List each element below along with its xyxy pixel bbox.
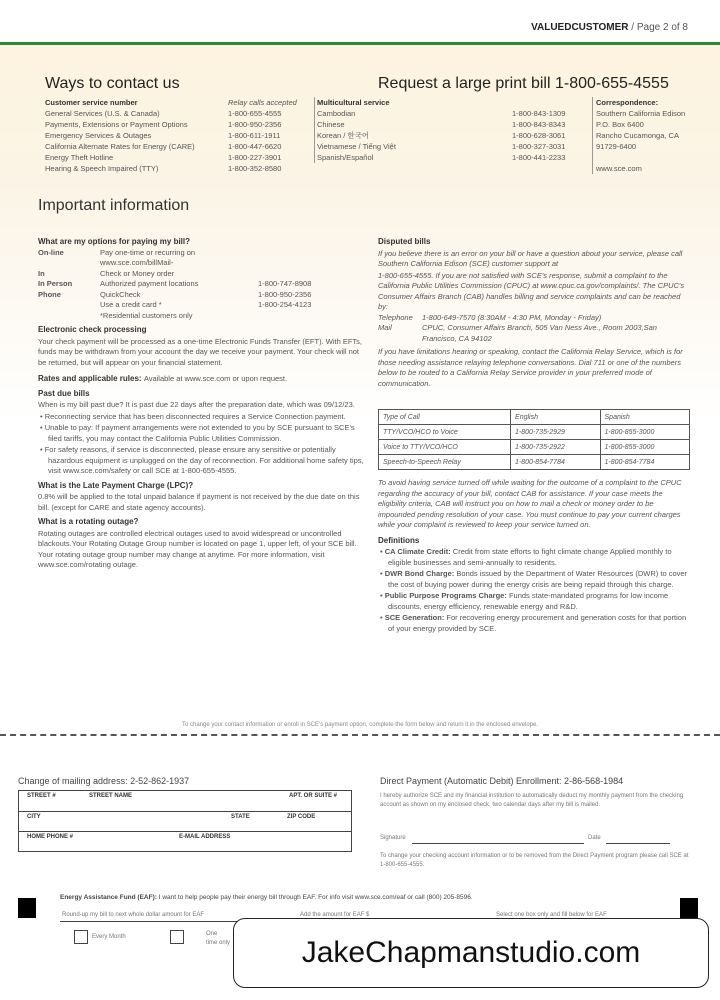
date-label: Date: [588, 835, 601, 841]
contact-title: Ways to contact us: [45, 75, 180, 92]
correspondence-line: Southern California Edison: [596, 109, 686, 118]
pay-desc: Pay one-time or recurring on www.sce.com/billMail-: [100, 247, 196, 267]
mail-row: [378, 323, 690, 344]
eaf-line: [60, 893, 680, 902]
pastdue-text: When is my bill past due? It is past due 22 days after the preparation date, which was 09/12/23.: [38, 400, 355, 409]
call-table-cell: English: [511, 410, 600, 425]
service-item: Emergency Services & Outages: [45, 131, 152, 140]
website-link[interactable]: www.sce.com: [596, 164, 642, 173]
right-column-bottom: [378, 477, 690, 634]
correspondence-line: Rancho Cucamonga, CA: [596, 131, 679, 140]
definition-text: For recovering energy procurement and generation costs for that portion of your energy provided by SCE.: [388, 613, 687, 633]
scan-mark-right: [680, 898, 698, 918]
rates-question: Rates and applicable rules:: [38, 374, 142, 383]
pay-method: On-line: [38, 247, 64, 257]
every-month-label: Every Month: [92, 934, 126, 940]
large-print-title: Request a large print bill 1-800-655-4555: [378, 75, 669, 92]
call-table-cell: 1-800-855-3000: [600, 425, 689, 440]
eaf-text: I want to help people pay their energy bill through EAF. For info visit www.sce.com/eaf or call (800) 205-8596.: [158, 894, 473, 901]
call-table-row: [379, 455, 690, 470]
pay-phone: 1-800-747-8908: [258, 279, 312, 288]
rates-text: Available at www.sce.com or upon request.: [143, 374, 288, 383]
pay-desc: Authorized payment locations: [100, 279, 199, 288]
service-phone: 1-800-447-6620: [228, 142, 282, 151]
late-text: 0.8% will be applied to the total unpaid balance if payment is not received by the due date on this bill. (except for CARE and state agency accounts).: [38, 492, 360, 512]
pay-phone: [258, 248, 315, 269]
language-phone: 1-800-441-2233: [512, 153, 566, 162]
watermark: JakeChapmanstudio.com: [233, 918, 709, 988]
service-phone: 1-800-611-1911: [228, 131, 281, 140]
language-item: Korean / 한국어: [317, 131, 370, 140]
call-table-cell: Speech-to-Speech Relay: [379, 455, 511, 470]
service-item: General Services (U.S. & Canada): [45, 109, 160, 118]
call-table-cell: Type of Call: [379, 410, 511, 425]
language-phone: 1-800-843-1309: [512, 109, 566, 118]
services-phones: [228, 97, 297, 174]
call-table-cell: 1-800-854-7784: [600, 455, 689, 470]
mailing-form: [18, 790, 352, 852]
call-table-cell: TTY/VCO/HCO to Voice: [379, 425, 511, 440]
disputed-text-1: If you believe there is an error on your bill or have a question about your service, please call Southern California Edison (SCE) customer support at: [378, 248, 683, 268]
eaf-option-amount: Add the amount for EAF $: [300, 912, 370, 918]
direct-payment-title: Direct Payment (Automatic Debit) Enrollment: 2-86-568-1984: [380, 776, 624, 786]
pay-method: In Person: [38, 279, 73, 288]
pay-options-table: [38, 248, 315, 322]
correspondence-line: 91729-6400: [596, 142, 637, 151]
echeck-text: Your check payment will be processed as a one-time Electronic Funds Transfer (EFT). With EFTs, funds may be withdrawn from your account the day we receive your payment. Your check will not be returned, but will appear on your financial statement.: [38, 336, 363, 367]
pay-question: What are my options for paying my bill?: [38, 237, 191, 246]
definition-item: • DWR Bond Charge: Bonds issued by the Department of Water Resources (DWR) to cover the cost of buying power during the energy crisis are being repaid through this charge.: [380, 569, 688, 589]
telephone-row: [378, 313, 690, 324]
call-table-cell: 1-800-855-3000: [600, 440, 689, 455]
page-header: VALUEDCUSTOMER / Page 2 of 8: [531, 22, 688, 33]
pastdue-bullet-text: Reconnecting service that has been disconnected requires a Service Connection payment.: [44, 411, 346, 421]
definition-term: CA Climate Credit:: [384, 547, 451, 556]
service-item: California Alternate Rates for Energy (CARE): [45, 142, 195, 151]
home-phone-field[interactable]: HOME PHONE #: [27, 834, 74, 840]
definition-term: Public Purpose Programs Charge:: [384, 591, 507, 600]
language-phone: 1-800-628-3061: [512, 131, 566, 140]
pastdue-bullet: • Reconnecting service that has been disconnected requires a Service Connection payment.: [40, 411, 346, 421]
signature-line[interactable]: [412, 843, 584, 844]
avoid-text: To avoid having service turned off while waiting for the outcome of a complaint to the CPUC regarding the accuracy of your bill, contact CAB for assistance. If your case meets the eligibility criteria, CAB will instruct you on how to mail a check or money order to be impounded pending resolution of your case. You must continue to pay your current charges while your complaint is reviewed to keep your service turned on.: [378, 478, 682, 529]
service-item: Hearing & Speech Impaired (TTY): [45, 164, 159, 173]
definition-item: • Public Purpose Programs Charge: Funds state-mandated programs for low income discounts, energy efficiency, renewable energy and R&D.: [380, 591, 669, 611]
echeck-question: Electronic check processing: [38, 325, 147, 334]
correspondence-block: [592, 97, 685, 174]
page-number: Page 2 of 8: [636, 22, 688, 33]
language-phone: 1-800-327-3031: [512, 142, 566, 151]
pastdue-bullet-text: For safety reasons, if service is disconnected, please ensure any sensitive or potentially hazardous equipment is unplugged on the day of reconnection. For additional home safety tips, visit www.sce.com/safety or call SCE at 1-800-655-4555.: [44, 445, 364, 475]
multicultural-head: Multicultural service: [317, 98, 390, 107]
call-table-row: [379, 440, 690, 455]
state-field[interactable]: STATE: [231, 814, 250, 820]
relay-call-table: [378, 409, 690, 470]
definition-text: Funds state-mandated programs for low income discounts, energy efficiency, renewable energy and R&D.: [388, 591, 669, 611]
pay-method: Phone: [38, 289, 61, 299]
mail-value: CPUC, Consumer Affairs Branch, 505 Van Ness Ave., Room 2003,San Francisco, CA 94102: [422, 323, 657, 343]
pay-desc: *Residential customers only: [100, 310, 193, 320]
date-line[interactable]: [606, 843, 670, 844]
services-head: Customer service number: [45, 98, 138, 107]
correspondence-head: Correspondence:: [596, 98, 659, 107]
signature-label: Signature: [380, 835, 406, 841]
pay-row: [38, 269, 315, 280]
pay-method: [38, 311, 100, 322]
brand-name: VALUEDCUSTOMER: [531, 22, 629, 33]
pay-row: [38, 248, 315, 269]
eaf-option-roundup: Round-up my bill to next whole dollar amount for EAF: [62, 912, 205, 918]
direct-payment-text: I hereby authorize SCE and my financial institution to automatically deduct my monthly payment from the checking account as shown on my enclosed check, two calendar days after my bill is mailed.: [380, 793, 684, 808]
apt-field[interactable]: APT. OR SUITE #: [289, 793, 338, 799]
definition-item: • CA Climate Credit: Credit from state efforts to fight climate change Applied monthly to eligible businesses and semi-annually to residents.: [380, 547, 672, 567]
form-divider: [19, 811, 351, 812]
pay-method: In: [38, 268, 45, 278]
relay-text: If you have limitations hearing or speaking, contact the California Relay Service, which is for those needing assistance relaying telephone conversations. Dial 711 or one of the numbers below to be routed to a California Relay Service provider in your preferred mode of communication.: [378, 347, 683, 388]
call-table-row: [379, 425, 690, 440]
language-item: Cambodian: [317, 109, 356, 118]
call-table-cell: 1-800-735-2929: [511, 425, 600, 440]
services-list: [45, 97, 195, 174]
left-column: [38, 233, 364, 571]
street-name-field[interactable]: STREET NAME: [89, 793, 133, 799]
return-instruction: To change your contact information or enroll in SCE's payment option, complete the form below and return it in the enclosed envelope.: [181, 722, 538, 728]
call-table-cell: 1-800-735-2922: [511, 440, 600, 455]
important-title: Important information: [38, 197, 190, 214]
mailing-title: Change of mailing address: 2-52-862-1937: [18, 776, 190, 786]
correspondence-line: P.O. Box 6400: [596, 120, 644, 129]
rates-block: [38, 374, 364, 385]
rotating-text: Rotating outages are controlled electrical outages used to avoid widespread or uncontrolled blackouts.Your Rotating Outage Group number is located on page 1, upper left, of your SCE bill. Your rotating outage group number may change at anytime. For more information, visit www.sce.com/rotating outage.: [38, 528, 357, 569]
service-phone: 1-800-950-2356: [228, 120, 282, 129]
pay-phone: [258, 269, 315, 280]
telephone-value: 1-800-649-7570 (8:30AM - 4:30 PM, Monday - Friday): [422, 312, 602, 322]
call-table-cell: Voice to TTY/VCO/HCO: [379, 440, 511, 455]
pay-phone: [258, 311, 315, 322]
late-question: What is the Late Payment Charge (LPC)?: [38, 480, 194, 490]
one-time-label: One time only: [206, 931, 231, 946]
pay-row: [38, 290, 315, 301]
language-item: Spanish/Español: [317, 153, 374, 162]
mail-label: Mail: [378, 323, 392, 332]
call-table-cell: 1-800-854-7784: [511, 455, 600, 470]
pay-row: [38, 311, 315, 322]
language-item: Vietnamese / Tiếng Việt: [317, 142, 396, 151]
street-number-field[interactable]: STREET #: [27, 793, 56, 799]
pay-row: [38, 279, 315, 290]
every-month-checkbox[interactable]: [74, 930, 88, 944]
service-phone: 1-800-655-4555: [228, 109, 282, 118]
pastdue-question: Past due bills: [38, 388, 90, 398]
cut-line: [0, 734, 720, 736]
pastdue-bullet: • Unable to pay: If payment arrangements were not extended to you by SCE pursuant to SCE's filed tariffs, you may contact the California Public Utilities Commission.: [40, 423, 355, 443]
pay-row: [38, 300, 315, 311]
disputed-text-2: 1-800-655-4555. If you are not satisfied with SCE's response, submit a complaint to the California Public Utilities Commission (CPUC) at www.cpuc.ca.gov/complaints/. The CPUC's Consumer Affairs Branch (CAB) handles billing and service complaints and can be reached by:: [378, 270, 685, 311]
pay-desc: Use a credit card *: [100, 300, 162, 309]
call-table-header: [379, 410, 690, 425]
city-field[interactable]: CITY: [27, 814, 41, 820]
pay-desc: QuickCheck: [100, 289, 141, 299]
email-field[interactable]: E-MAIL ADDRESS: [179, 834, 231, 840]
definition-term: DWR Bond Charge:: [384, 569, 455, 578]
upper-section: [0, 45, 720, 735]
pay-phone: 1-800-254-4123: [258, 300, 312, 309]
form-divider: [19, 831, 351, 832]
pay-method: [38, 300, 100, 311]
definition-text: Bonds issued by the Department of Water Resources (DWR) to cover the cost of buying power during the energy crisis are being repaid through this charge.: [388, 569, 688, 589]
pastdue-bullet: • For safety reasons, if service is disconnected, please ensure any sensitive or potentially hazardous equipment is unplugged on the day of reconnection. For additional home safety tips, visit www.sce.com/safety or call SCE at 1-800-655-4555.: [40, 445, 364, 475]
change-account-text: To change your checking account information or to be removed from the Direct Payment program please call SCE at 1-800-655-4555.: [380, 853, 689, 868]
eaf-option-select: Select one box only and fill below for EAF: [496, 912, 607, 918]
rotating-question: What is a rotating outage?: [38, 517, 139, 526]
language-item: Chinese: [317, 120, 345, 129]
service-phone: 1-800-352-8580: [228, 164, 282, 173]
disputed-question: Disputed bills: [378, 237, 431, 246]
telephone-label: Telephone: [378, 312, 413, 322]
service-item: Payments, Extensions or Payment Options: [45, 120, 188, 129]
one-time-checkbox[interactable]: [170, 930, 184, 944]
right-column-top: [378, 233, 690, 389]
pastdue-bullet-text: Unable to pay: If payment arrangements were not extended to you by SCE pursuant to SCE's filed tariffs, you may contact the California Public Utilities Commission.: [44, 423, 355, 443]
definition-item: • SCE Generation: For recovering energy procurement and generation costs for that portion of your energy provided by SCE.: [380, 613, 687, 633]
multicultural-list: [314, 97, 396, 163]
scan-mark-left: [18, 898, 36, 918]
correspondence-line: [596, 152, 685, 163]
call-table-cell: Spanish: [600, 410, 689, 425]
service-item: Energy Theft Hotline: [45, 153, 114, 162]
multicultural-phones: [512, 108, 565, 163]
definition-term: SCE Generation:: [384, 613, 445, 622]
pay-phone: 1-800-950-2356: [258, 289, 312, 299]
definitions-question: Definitions: [378, 535, 420, 545]
relay-head: Relay calls accepted: [228, 98, 297, 107]
definition-text: Credit from state efforts to fight climate change Applied monthly to eligible businesses and semi-annually to residents.: [388, 547, 672, 567]
service-phone: 1-800-227-3901: [228, 153, 282, 162]
language-phone: 1-800-843-8343: [512, 120, 566, 129]
eaf-head: Energy Assistance Fund (EAF):: [60, 894, 157, 901]
pay-desc: Check or Money order: [100, 268, 175, 278]
zip-field[interactable]: ZIP CODE: [287, 814, 316, 820]
